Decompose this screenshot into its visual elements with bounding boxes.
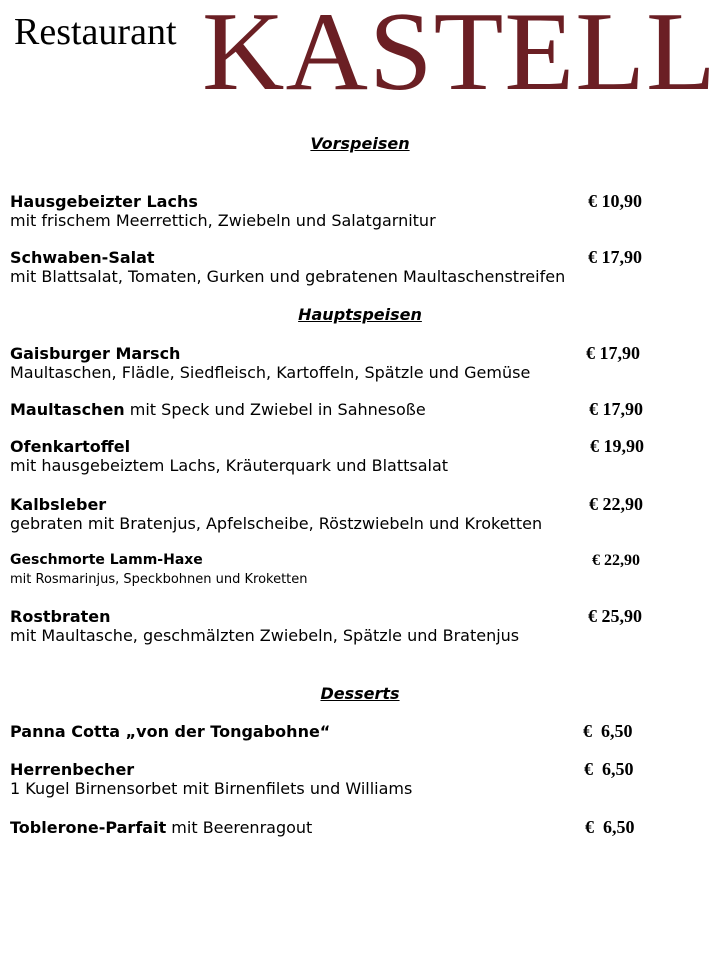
item-description: mit frischem Meerrettich, Zwiebeln und Salatgarnitur	[10, 211, 436, 230]
item-price: € 6,50	[583, 721, 633, 741]
item-price: € 17,90	[588, 247, 642, 267]
item-description: 1 Kugel Birnensorbet mit Birnenfilets und Williams	[10, 779, 413, 798]
item-name: Panna Cotta „von der Tongabohne“	[10, 722, 331, 741]
item-price: € 22,90	[592, 552, 640, 569]
item-price: € 25,90	[588, 606, 642, 626]
item-name: Maultaschen	[10, 400, 125, 419]
item-price: € 6,50	[585, 817, 635, 837]
menu-item	[10, 722, 710, 741]
item-description: mit Speck und Zwiebel in Sahnesoße	[124, 400, 426, 419]
item-price: € 10,90	[588, 191, 642, 211]
item-name: Schwaben-Salat	[10, 248, 155, 267]
logo-name: KASTELL	[202, 0, 717, 114]
item-description: mit Maultasche, geschmälzten Zwiebeln, Spätzle und Bratenjus	[10, 626, 520, 645]
menu-item	[10, 760, 710, 798]
menu-item	[10, 495, 710, 533]
item-description: Maultaschen, Flädle, Siedfleisch, Kartoffeln, Spätzle und Gemüse	[10, 363, 531, 382]
item-name: Geschmorte Lamm-Haxe	[10, 552, 203, 568]
item-name: Ofenkartoffel	[10, 437, 131, 456]
item-price: € 17,90	[589, 399, 643, 419]
logo-prefix: Restaurant	[14, 11, 177, 53]
item-name: Herrenbecher	[10, 760, 135, 779]
item-price: € 22,90	[589, 494, 643, 514]
item-description: mit hausgebeiztem Lachs, Kräuterquark und Blattsalat	[10, 456, 449, 475]
item-price: € 6,50	[584, 759, 634, 779]
item-price: € 19,90	[590, 436, 644, 456]
item-description: gebraten mit Bratenjus, Apfelscheibe, Röstzwiebeln und Kroketten	[10, 514, 543, 533]
menu-item	[10, 551, 710, 589]
menu-item	[10, 344, 710, 382]
menu-item	[10, 607, 710, 645]
section-heading-starters: Vorspeisen	[310, 134, 410, 153]
item-name: Toblerone-Parfait	[10, 818, 167, 837]
menu-item	[10, 818, 710, 837]
item-name: Rostbraten	[10, 607, 111, 626]
item-name: Gaisburger Marsch	[10, 344, 181, 363]
item-price: € 17,90	[586, 343, 640, 363]
item-name: Hausgebeizter Lachs	[10, 192, 198, 211]
item-name: Kalbsleber	[10, 495, 107, 514]
item-description: mit Blattsalat, Tomaten, Gurken und gebratenen Maultaschenstreifen	[10, 267, 566, 286]
item-description: mit Beerenragout	[166, 818, 313, 837]
menu-item	[10, 437, 710, 475]
menu-item	[10, 192, 710, 230]
menu-item	[10, 400, 710, 419]
section-heading-desserts: Desserts	[320, 684, 400, 703]
item-description: mit Rosmarinjus, Speckbohnen und Kroketten	[10, 572, 308, 587]
section-heading-mains: Hauptspeisen	[298, 305, 422, 324]
menu-item	[10, 248, 710, 286]
